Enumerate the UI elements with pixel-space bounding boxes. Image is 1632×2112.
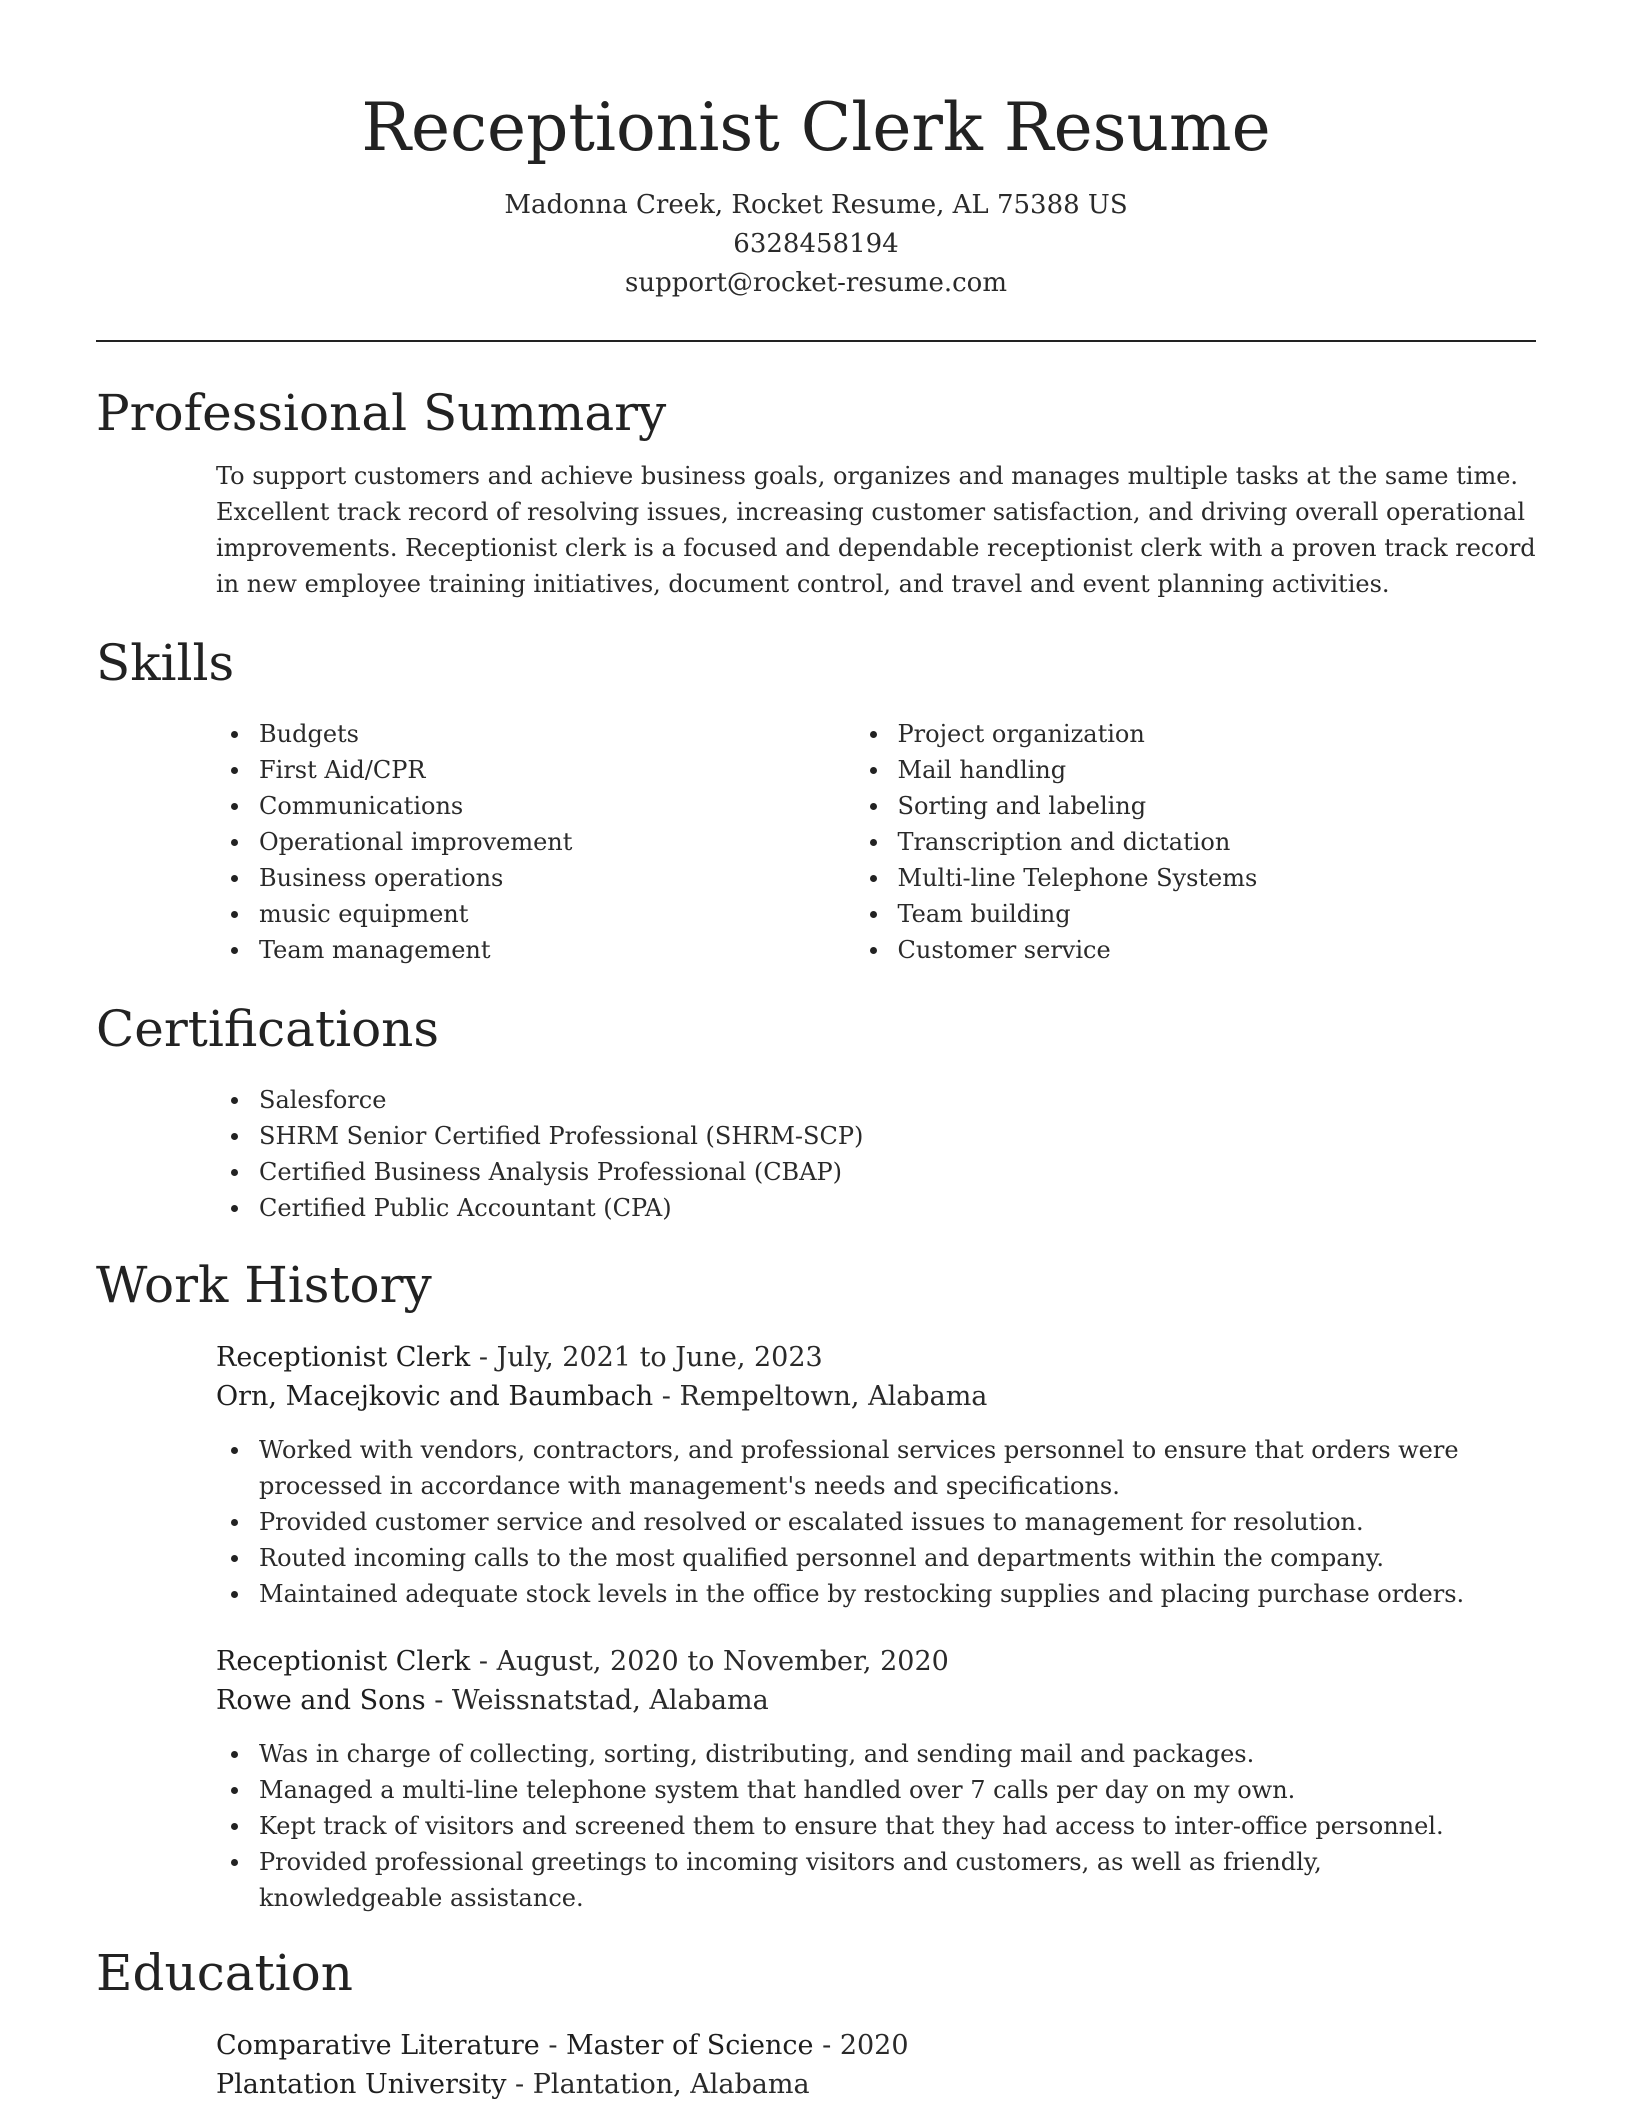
resume-header (96, 86, 1536, 303)
job-bullets (259, 1432, 1479, 1612)
email-text: support@rocket-resume.com (624, 268, 1007, 298)
job-entry (216, 1338, 1536, 1612)
certification-item: Salesforce (259, 1082, 1536, 1118)
job-title: Receptionist Clerk (216, 1646, 471, 1677)
phone-text: 6328458194 (733, 229, 899, 259)
skill-item: Communications (259, 788, 898, 824)
job-company-line (216, 1377, 1536, 1416)
education-school: Plantation University (216, 2069, 507, 2100)
job-dates: July, 2021 to June, 2023 (496, 1342, 823, 1373)
education-location: Plantation, Alabama (532, 2069, 810, 2100)
job-bullet: Routed incoming calls to the most qualified personnel and departments within the company. (259, 1540, 1479, 1576)
separator: - (470, 1646, 497, 1677)
skill-item: Business operations (259, 860, 898, 896)
skill-item: Multi-line Telephone Systems (898, 860, 1537, 896)
skill-item: Budgets (259, 716, 898, 752)
contact-block (96, 186, 1536, 303)
separator: - (813, 2030, 840, 2061)
skill-item: Sorting and labeling (898, 788, 1537, 824)
separator: - (539, 2030, 567, 2061)
education-school-line (216, 2065, 1536, 2104)
job-dates: August, 2020 to November, 2020 (496, 1646, 949, 1677)
job-company-line (216, 1681, 1536, 1720)
education-heading: Education (96, 1944, 353, 2002)
job-location: Weissnatstad, Alabama (451, 1685, 769, 1716)
skill-item: First Aid/CPR (259, 752, 898, 788)
certification-item: SHRM Senior Certified Professional (SHRM-SCP) (259, 1118, 1536, 1154)
job-bullet: Worked with vendors, contractors, and professional services personnel to ensure that orders were processed in accordance with management's needs and specifications. (259, 1432, 1479, 1504)
education-degree: Master of Science (566, 2030, 814, 2061)
address-text: Madonna Creek, Rocket Resume, AL 75388 US (504, 190, 1128, 220)
education-entry (216, 2026, 1536, 2104)
summary-heading: Professional Summary (96, 384, 667, 442)
separator: - (470, 1342, 497, 1373)
certification-item: Certified Public Accountant (CPA) (259, 1190, 1536, 1226)
education-degree-line (216, 2026, 1536, 2065)
job-company: Rowe and Sons (216, 1685, 426, 1716)
job-bullet: Provided customer service and resolved or escalated issues to management for resolution. (259, 1504, 1479, 1540)
skills-column-right (898, 716, 1537, 968)
summary-text: To support customers and achieve business goals, organizes and manages multiple tasks at the same time. Excellent track record of resolving issues, increasing customer satisfaction, and driving overall operational improvements. Receptionist clerk is a focused and dependable receptionist clerk with a proven track record in new employee training initiatives, document control, and travel and event planning activities. (216, 462, 1536, 598)
skill-item: Team building (898, 896, 1537, 932)
education-year: 2020 (839, 2030, 909, 2061)
job-entry (216, 1642, 1536, 1916)
certifications-heading: Certifications (96, 1000, 440, 1058)
job-title: Receptionist Clerk (216, 1342, 471, 1373)
job-bullet: Managed a multi-line telephone system that handled over 7 calls per day on my own. (259, 1772, 1479, 1808)
skill-item: Mail handling (898, 752, 1537, 788)
job-bullet: Maintained adequate stock levels in the office by restocking supplies and placing purchase orders. (259, 1576, 1479, 1612)
certification-item: Certified Business Analysis Professional (CBAP) (259, 1154, 1536, 1190)
separator: - (653, 1381, 680, 1412)
education-field: Comparative Literature (216, 2030, 540, 2061)
certifications-list (259, 1082, 1536, 1226)
job-company: Orn, Macejkovic and Baumbach (216, 1381, 654, 1412)
job-bullet: Was in charge of collecting, sorting, distributing, and sending mail and packages. (259, 1736, 1479, 1772)
job-bullet: Kept track of visitors and screened them to ensure that they had access to inter-office personnel. (259, 1808, 1479, 1844)
skill-item: Operational improvement (259, 824, 898, 860)
header-divider (96, 340, 1536, 342)
work-history-heading: Work History (96, 1256, 432, 1314)
job-location: Rempeltown, Alabama (679, 1381, 988, 1412)
skill-item: Project organization (898, 716, 1537, 752)
job-bullet: Provided professional greetings to incoming visitors and customers, as well as friendly, knowledgeable assistance. (259, 1844, 1479, 1916)
skills-list (259, 716, 1536, 968)
skill-item: Transcription and dictation (898, 824, 1537, 860)
separator: - (506, 2069, 533, 2100)
skills-column-left (259, 716, 898, 968)
skill-item: music equipment (259, 896, 898, 932)
job-title-line (216, 1642, 1536, 1681)
job-title-line (216, 1338, 1536, 1377)
skills-heading: Skills (96, 634, 235, 692)
skill-item: Customer service (898, 932, 1537, 968)
skill-item: Team management (259, 932, 898, 968)
resume-title: Receptionist Clerk Resume (361, 89, 1271, 166)
separator: - (425, 1685, 452, 1716)
job-bullets (259, 1736, 1479, 1916)
